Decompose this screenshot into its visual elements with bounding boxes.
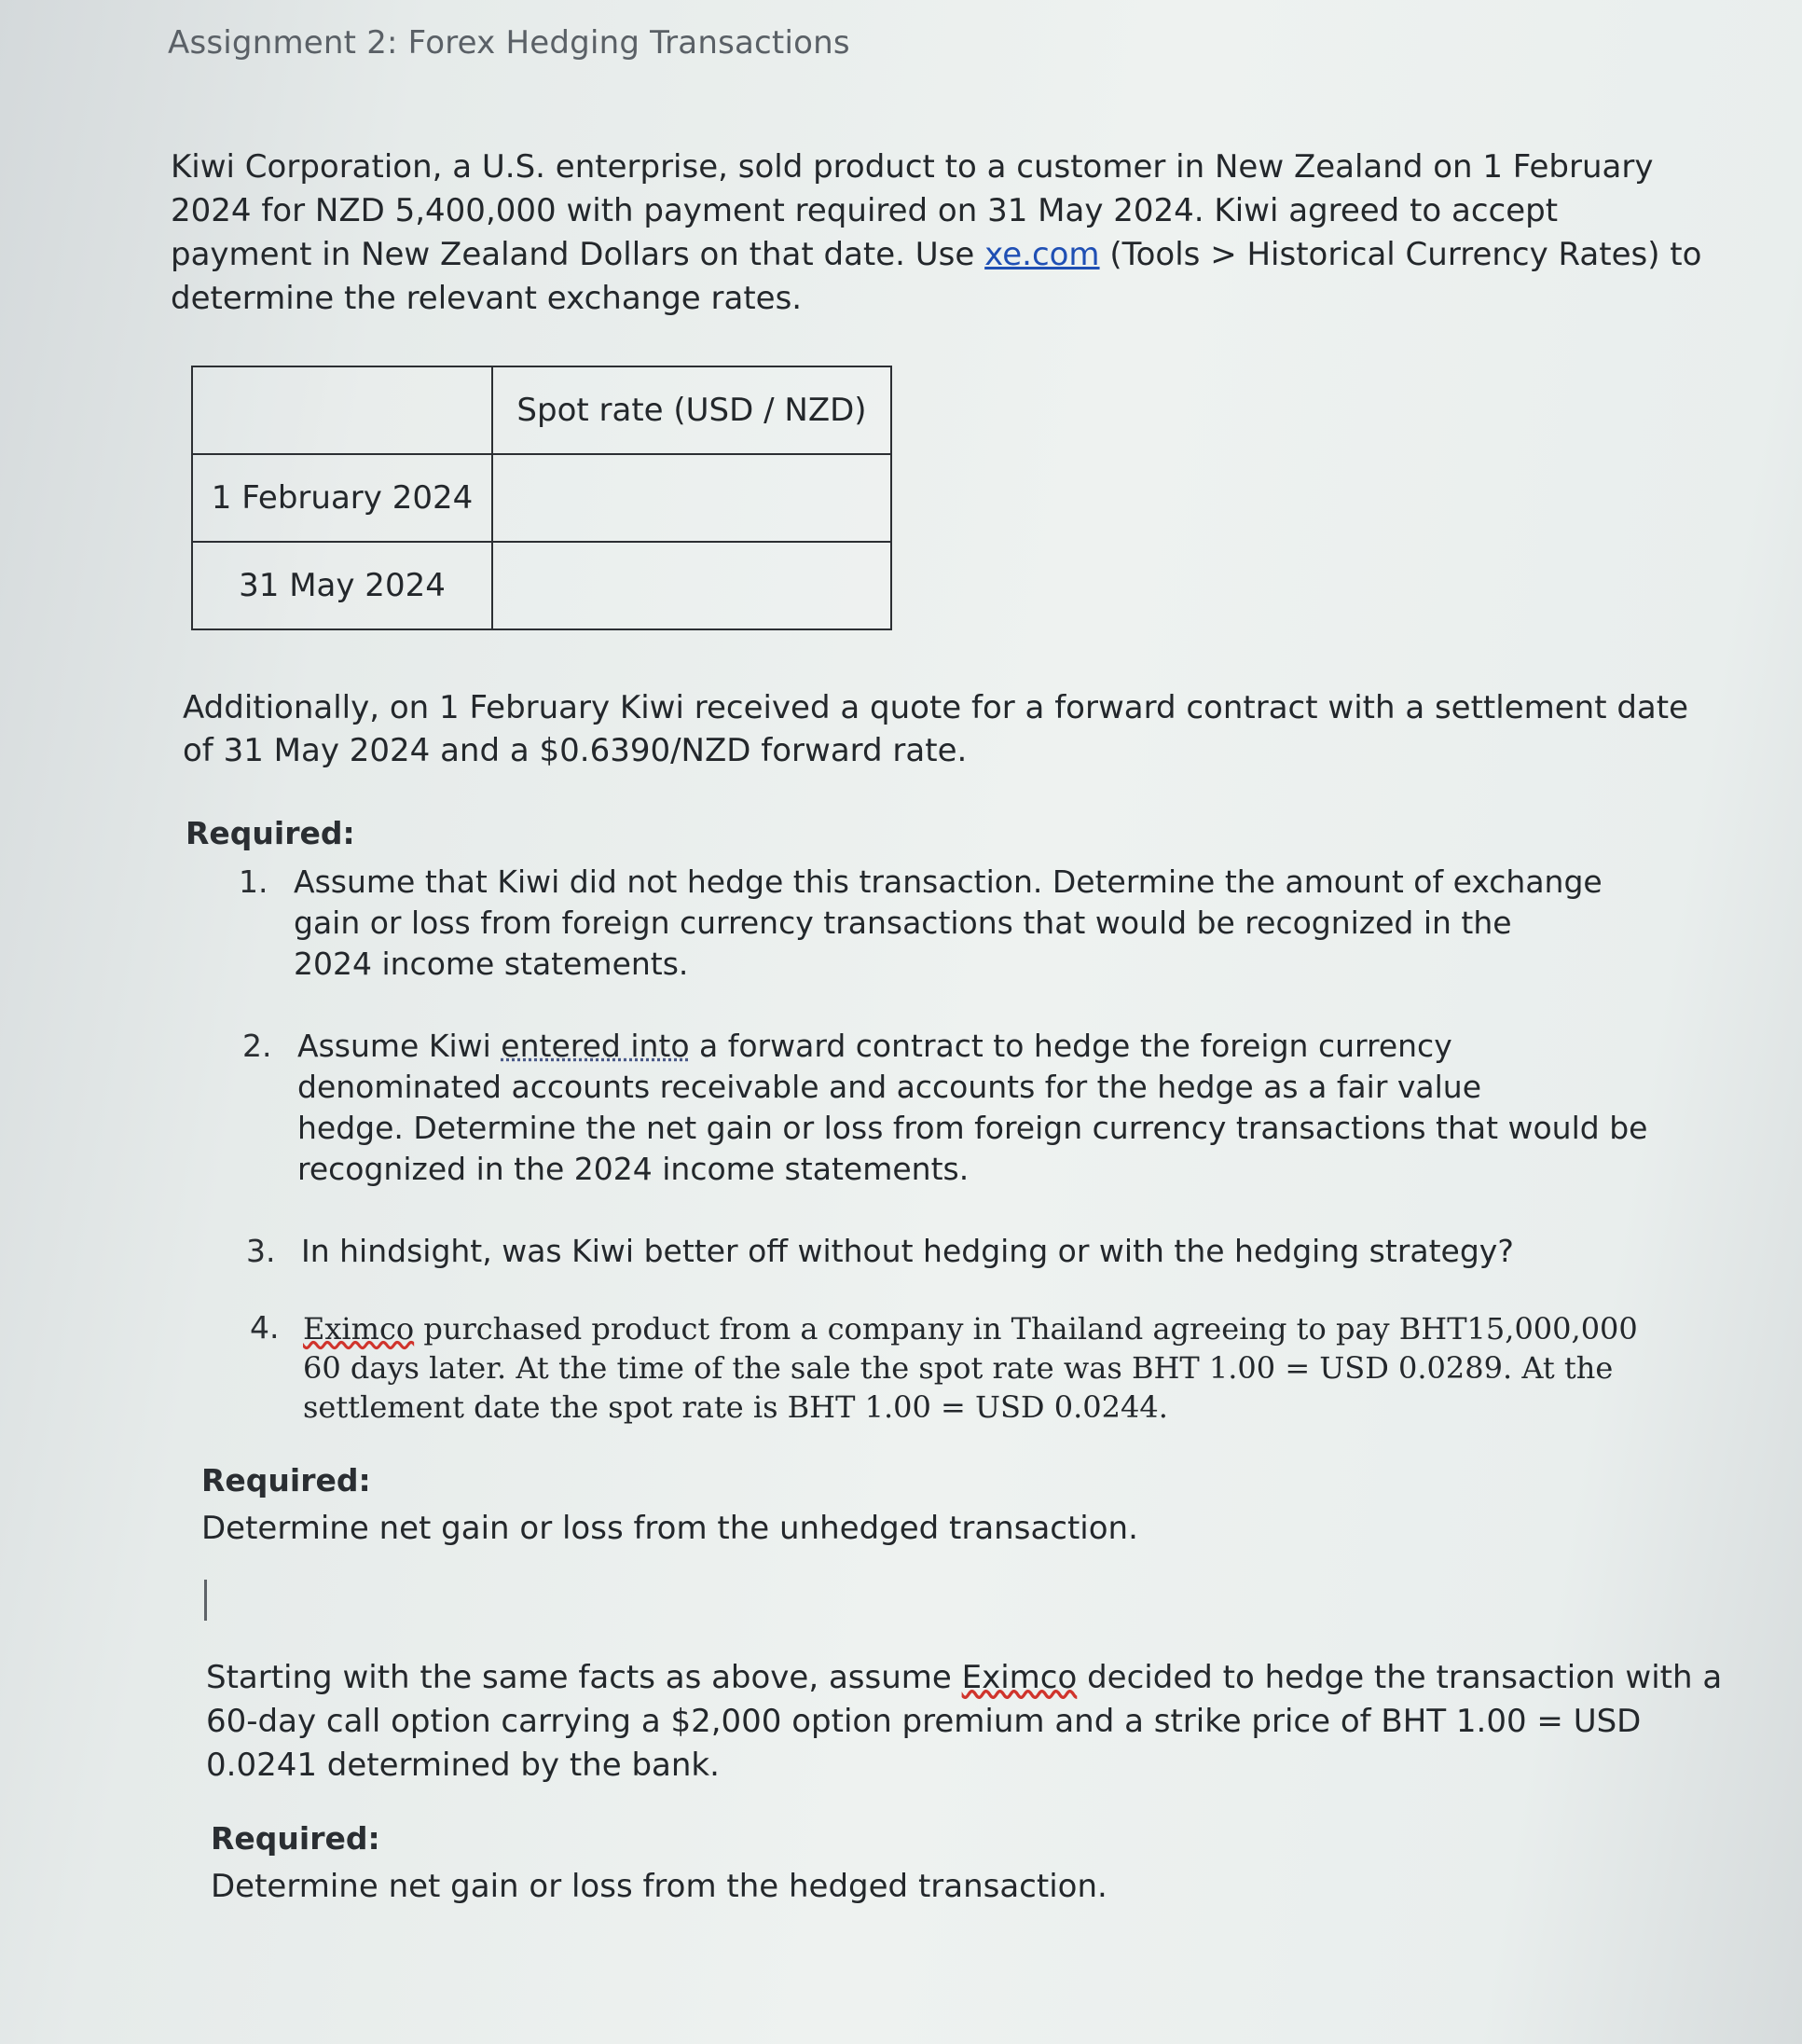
list-item-2-line-1	[297, 1026, 1647, 1067]
table-cell-rate[interactable]	[492, 542, 891, 629]
list-item-2-line-2: denominated accounts receivable and accounts for the hedge as a fair value	[297, 1069, 1482, 1105]
list-item-4	[303, 1309, 1638, 1427]
list-item-2-line-4: recognized in the 2024 income statements.	[297, 1151, 970, 1187]
list-item-4-line-2: 60 days later. At the time of the sale the spot rate was BHT 1.00 = USD 0.0289. At the	[303, 1350, 1614, 1386]
spellcheck-marked-word[interactable]: Eximco	[961, 1659, 1078, 1696]
option-line-1-end: decided to hedge the transaction with a	[1077, 1659, 1723, 1696]
additional-line-2: of 31 May 2024 and a $0.6390/NZD forward rate.	[183, 732, 968, 769]
list-item-1	[294, 862, 1603, 985]
table-header-row	[192, 366, 891, 454]
required-heading-2: Required:	[201, 1462, 371, 1498]
required-heading: Required:	[186, 815, 355, 851]
option-line-1-start: Starting with the same facts as above, assume	[206, 1659, 962, 1696]
list-number: 2.	[242, 1028, 272, 1064]
table-row	[192, 454, 891, 542]
intro-line-4: determine the relevant exchange rates.	[171, 280, 803, 317]
xe-link[interactable]: xe.com	[984, 236, 1100, 273]
list-item-4-line-1-end: purchased product from a company in Thailand agreeing to pay BHT15,000,000	[414, 1311, 1638, 1347]
hedged-question: Determine net gain or loss from the hedged transaction.	[211, 1868, 1107, 1905]
required-heading-3: Required:	[211, 1820, 380, 1857]
spot-rate-table	[191, 366, 892, 630]
option-line-3: 0.0241 determined by the bank.	[206, 1747, 720, 1784]
list-item-2-line-3: hedge. Determine the net gain or loss from foreign currency transactions that would be	[297, 1110, 1648, 1146]
intro-line-3	[171, 233, 1701, 277]
option-line-2: 60-day call option carrying a $2,000 option premium and a strike price of BHT 1.00 = USD	[206, 1703, 1642, 1740]
intro-line-1: Kiwi Corporation, a U.S. enterprise, sold product to a customer in New Zealand on 1 February	[171, 148, 1654, 186]
intro-paragraph	[171, 145, 1701, 321]
list-item-1-line-3: 2024 income statements.	[294, 946, 689, 982]
document-title: Assignment 2: Forex Hedging Transactions	[168, 24, 850, 62]
list-item-3-line-1: In hindsight, was Kiwi better off without hedging or with the hedging strategy?	[301, 1233, 1514, 1269]
table-cell-date[interactable]: 31 May 2024	[192, 542, 492, 629]
table-cell-date[interactable]: 1 February 2024	[192, 454, 492, 542]
additional-line-1: Additionally, on 1 February Kiwi received a quote for a forward contract with a settlement date	[183, 689, 1689, 726]
list-number: 3.	[246, 1233, 276, 1269]
table-header-spot-rate[interactable]: Spot rate (USD / NZD)	[492, 366, 891, 454]
grammar-marked-phrase[interactable]: entered into	[501, 1028, 690, 1064]
list-item-3	[301, 1231, 1514, 1272]
option-paragraph	[206, 1656, 1722, 1788]
intro-line-3-start: payment in New Zealand Dollars on that date. Use	[171, 236, 985, 273]
option-line-1	[206, 1656, 1722, 1700]
table-cell-rate[interactable]	[492, 454, 891, 542]
list-item-1-line-1: Assume that Kiwi did not hedge this transaction. Determine the amount of exchange	[294, 863, 1603, 900]
list-item-2	[297, 1026, 1647, 1190]
spellcheck-marked-word[interactable]: Eximco	[303, 1311, 415, 1347]
additional-paragraph	[183, 686, 1688, 772]
list-item-2-line-1-end: a forward contract to hedge the foreign currency	[689, 1028, 1452, 1064]
intro-line-2: 2024 for NZD 5,400,000 with payment required on 31 May 2024. Kiwi agreed to accept	[171, 192, 1559, 229]
list-number: 1.	[239, 863, 268, 900]
list-item-1-line-2: gain or loss from foreign currency transactions that would be recognized in the	[294, 905, 1512, 941]
list-item-4-line-3: settlement date the spot rate is BHT 1.00 = USD 0.0244.	[303, 1389, 1168, 1425]
list-item-4-line-1	[303, 1309, 1638, 1348]
table-row	[192, 542, 891, 629]
list-item-2-line-1-start: Assume Kiwi	[297, 1028, 502, 1064]
unhedged-question: Determine net gain or loss from the unhedged transaction.	[201, 1510, 1138, 1547]
text-cursor	[204, 1580, 207, 1621]
table-header-cell-empty[interactable]	[192, 366, 492, 454]
intro-line-3-end: (Tools > Historical Currency Rates) to	[1099, 236, 1702, 273]
list-number: 4.	[250, 1309, 280, 1346]
